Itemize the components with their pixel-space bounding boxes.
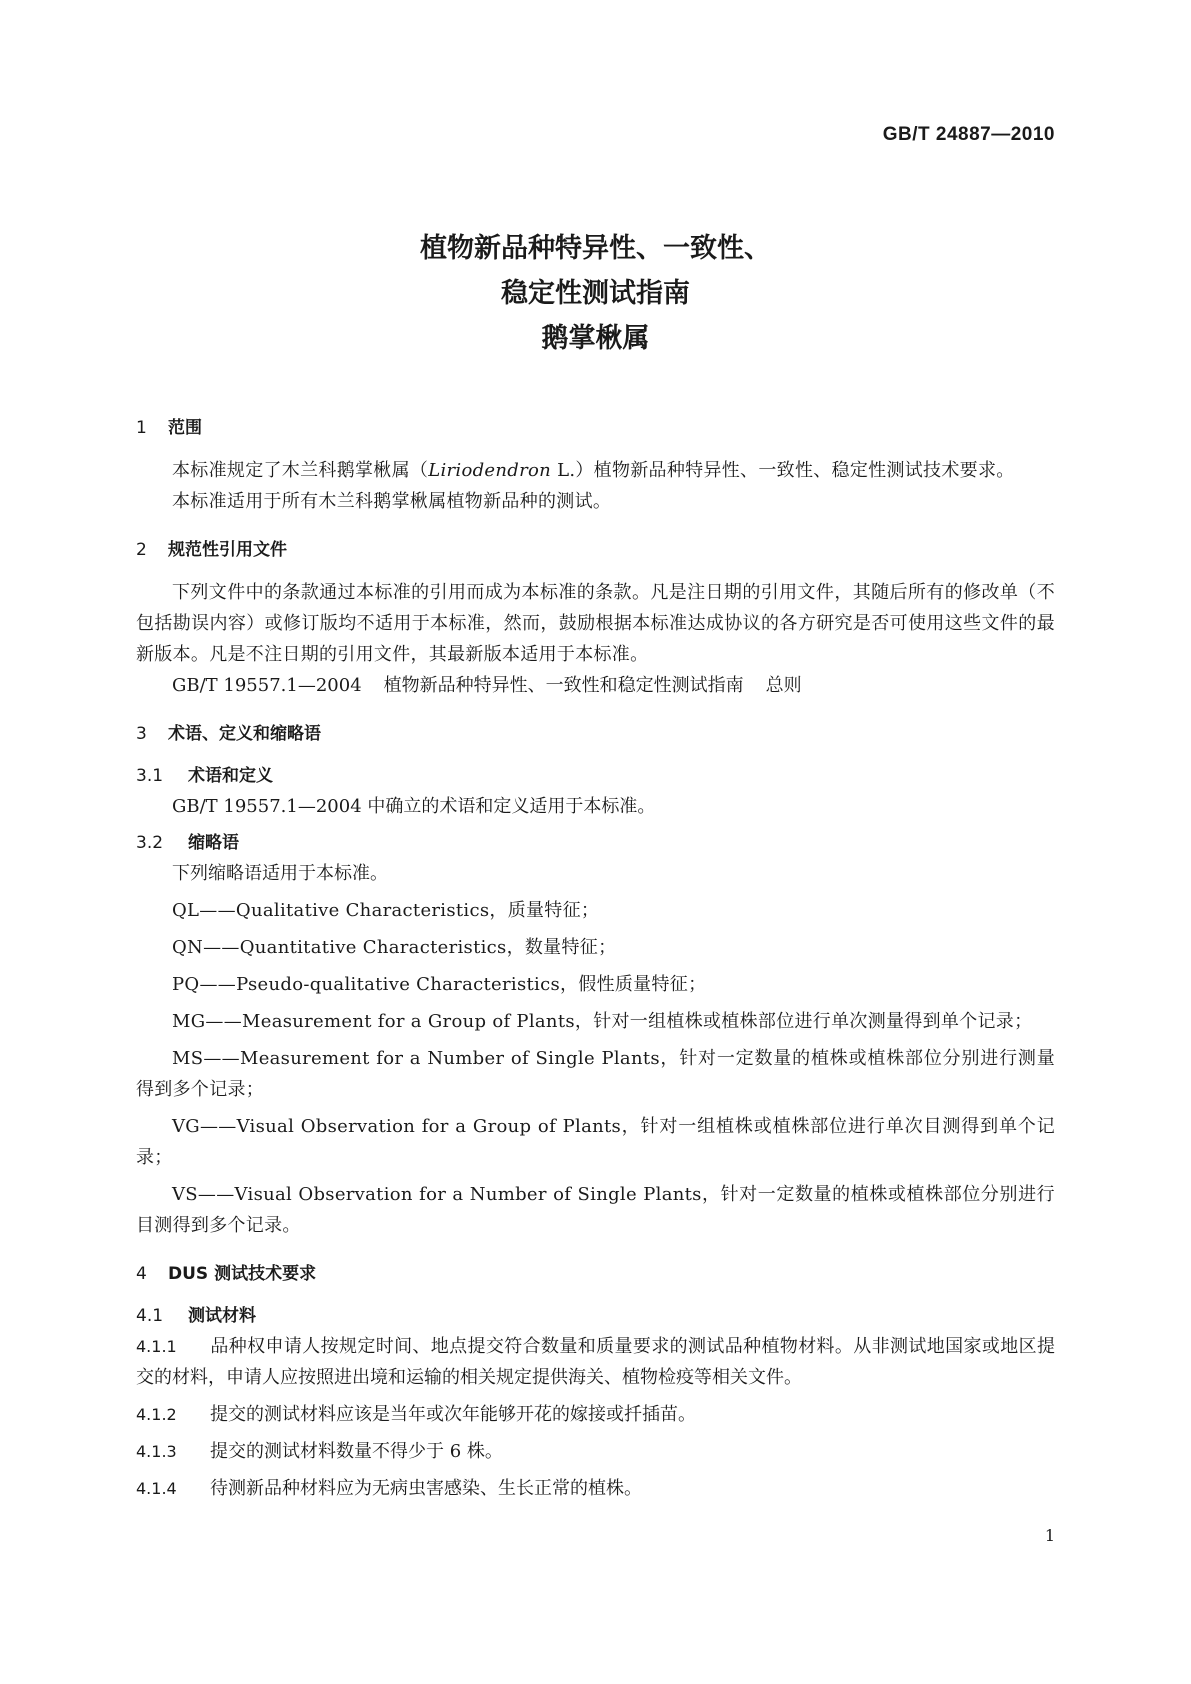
section-heading-dus-requirements: 4 DUS 测试技术要求 — [136, 1264, 317, 1284]
clause-item: 4.1.4 待测新品种材料应为无病虫害感染、生长正常的植株。 — [136, 1478, 642, 1499]
abbreviations-intro: 下列缩略语适用于本标准。 — [172, 863, 388, 884]
section-heading-normative-references: 2 规范性引用文件 — [136, 540, 287, 560]
title-line-2: 稳定性测试指南 — [501, 278, 690, 309]
abbreviation-item: VS——Visual Observation for a Number of Single Plants，针对一定数量的植株或植株部位分别进行目测得到多个记录。 — [136, 1184, 1055, 1236]
title-line-3: 鹅掌楸属 — [541, 323, 650, 354]
abbreviation-item: QN——Quantitative Characteristics，数量特征； — [172, 937, 617, 958]
clause-item: 4.1.2 提交的测试材料应该是当年或次年能够开花的嫁接或扦插苗。 — [136, 1404, 696, 1425]
subsection-heading-terms-definitions: 3.1 术语和定义 — [136, 766, 273, 786]
section-heading-scope: 1 范围 — [136, 418, 202, 438]
scope-paragraph-1: 本标准规定了木兰科鹅掌楸属（Liriodendron L.）植物新品种特异性、一致性、稳定性测试技术要求。 — [172, 460, 1015, 481]
page-number: 1 — [1044, 1526, 1055, 1545]
reference-item: GB/T 19557.1—2004 植物新品种特异性、一致性和稳定性测试指南 总则 — [172, 675, 802, 696]
abbreviation-item: PQ——Pseudo-qualitative Characteristics，假性质量特征； — [172, 974, 707, 995]
subsection-heading-abbreviations: 3.2 缩略语 — [136, 833, 239, 853]
abbreviation-item: QL——Qualitative Characteristics，质量特征； — [172, 900, 600, 921]
document-body — [136, 413, 1055, 1504]
standard-code: GB/T 24887—2010 — [882, 124, 1055, 145]
clause-item: 4.1.1 品种权申请人按规定时间、地点提交符合数量和质量要求的测试品种植物材料。从非测试地国家或地区提交的材料，申请人应按照进出境和运输的相关规定提供海关、植物检疫等相关文件。 — [136, 1336, 1055, 1388]
subsection-heading-test-material: 4.1 测试材料 — [136, 1306, 256, 1326]
abbreviation-item: MG——Measurement for a Group of Plants，针对一组植株或植株部位进行单次测量得到单个记录； — [172, 1011, 1033, 1032]
abbreviation-item: MS——Measurement for a Number of Single Plants，针对一定数量的植株或植株部位分别进行测量得到多个记录； — [136, 1048, 1055, 1100]
scope-paragraph-2: 本标准适用于所有木兰科鹅掌楸属植物新品种的测试。 — [172, 491, 612, 512]
references-paragraph: 下列文件中的条款通过本标准的引用而成为本标准的条款。凡是注日期的引用文件，其随后所有的修改单（不包括勘误内容）或修订版均不适用于本标准，然而，鼓励根据本标准达成协议的各方研究是否可使用这些文件的最新版本。凡是不注日期的引用文件，其最新版本适用于本标准。 — [136, 582, 1055, 665]
clause-item: 4.1.3 提交的测试材料数量不得少于 6 株。 — [136, 1441, 503, 1462]
section-heading-terms: 3 术语、定义和缩略语 — [136, 724, 321, 744]
document-title — [0, 226, 1191, 361]
title-line-1: 植物新品种特异性、一致性、 — [420, 233, 771, 264]
abbreviation-item: VG——Visual Observation for a Group of Plants，针对一组植株或植株部位进行单次目测得到单个记录； — [136, 1116, 1055, 1168]
terms-definitions-paragraph: GB/T 19557.1—2004 中确立的术语和定义适用于本标准。 — [172, 796, 656, 817]
